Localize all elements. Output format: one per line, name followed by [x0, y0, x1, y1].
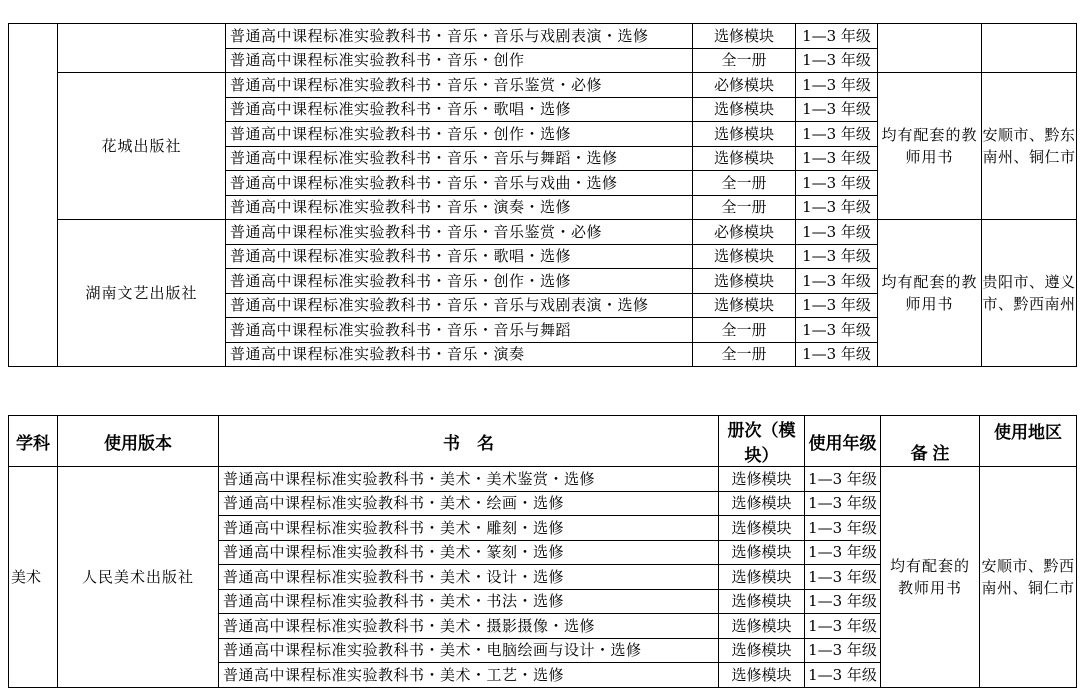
volume-cell: 选修模块 [719, 565, 805, 590]
volume-cell: 选修模块 [719, 467, 805, 492]
header-volume: 册次（模块） [719, 416, 805, 467]
grade-cell: 1—3 年级 [796, 171, 878, 196]
book-title: 普通高中课程标准实验教科书・音乐・音乐鉴赏・必修 [226, 220, 693, 245]
grade-cell: 1—3 年级 [796, 220, 878, 245]
volume-cell: 全一册 [693, 48, 796, 73]
book-title: 普通高中课程标准实验教科书・音乐・音乐与戏剧表演・选修 [226, 293, 693, 318]
volume-cell: 选修模块 [693, 24, 796, 49]
grade-cell: 1—3 年级 [796, 24, 878, 49]
subject-cell: 美术 [9, 467, 58, 688]
book-title: 普通高中课程标准实验教科书・音乐・音乐鉴赏・必修 [226, 73, 693, 98]
grade-cell: 1—3 年级 [805, 467, 881, 492]
table-row [9, 467, 1077, 492]
book-title: 普通高中课程标准实验教科书・美术・篆刻・选修 [219, 540, 719, 565]
volume-cell: 选修模块 [693, 293, 796, 318]
volume-cell: 选修模块 [719, 589, 805, 614]
volume-cell: 必修模块 [693, 220, 796, 245]
table-row [9, 220, 1077, 245]
grade-cell: 1—3 年级 [805, 491, 881, 516]
grade-cell: 1—3 年级 [796, 146, 878, 171]
header-subject: 学科 [9, 416, 58, 467]
volume-cell: 全一册 [693, 195, 796, 220]
table-row [9, 73, 1077, 98]
book-title: 普通高中课程标准实验教科书・美术・工艺・选修 [219, 663, 719, 688]
volume-cell: 选修模块 [719, 540, 805, 565]
book-title: 普通高中课程标准实验教科书・美术・书法・选修 [219, 589, 719, 614]
publisher-cell: 人民美术出版社 [58, 467, 219, 688]
book-title: 普通高中课程标准实验教科书・美术・绘画・选修 [219, 491, 719, 516]
header-title: 书 名 [219, 416, 719, 467]
header-grade: 使用年级 [805, 416, 881, 467]
book-title: 普通高中课程标准实验教科书・音乐・音乐与舞蹈・选修 [226, 146, 693, 171]
grade-cell: 1—3 年级 [805, 663, 881, 688]
volume-cell: 选修模块 [693, 269, 796, 294]
volume-cell: 选修模块 [719, 614, 805, 639]
book-title: 普通高中课程标准实验教科书・美术・电脑绘画与设计・选修 [219, 638, 719, 663]
grade-cell: 1—3 年级 [805, 589, 881, 614]
music-textbook-table [8, 23, 1077, 367]
area-cell: 安顺市、黔西南州、铜仁市 [980, 467, 1077, 688]
volume-cell: 选修模块 [693, 244, 796, 269]
volume-cell: 选修模块 [693, 146, 796, 171]
header-row [9, 416, 1077, 467]
grade-cell: 1—3 年级 [796, 244, 878, 269]
note-cell [878, 24, 982, 73]
area-cell: 贵阳市、遵义市、黔西南州 [982, 220, 1077, 367]
volume-cell: 选修模块 [719, 638, 805, 663]
area-cell: 安顺市、黔东南州、铜仁市 [982, 73, 1077, 220]
grade-cell: 1—3 年级 [796, 342, 878, 367]
grade-cell: 1—3 年级 [796, 293, 878, 318]
note-cell: 均有配套的教师用书 [881, 467, 980, 688]
subject-cell [9, 24, 58, 367]
area-cell [982, 24, 1077, 73]
grade-cell: 1—3 年级 [805, 638, 881, 663]
book-title: 普通高中课程标准实验教科书・音乐・音乐与舞蹈 [226, 318, 693, 343]
grade-cell: 1—3 年级 [796, 122, 878, 147]
header-area: 使用地区 [980, 416, 1077, 467]
note-cell: 均有配套的教师用书 [878, 220, 982, 367]
grade-cell: 1—3 年级 [805, 614, 881, 639]
volume-cell: 全一册 [693, 318, 796, 343]
volume-cell: 选修模块 [693, 97, 796, 122]
grade-cell: 1—3 年级 [805, 565, 881, 590]
publisher-cell [58, 24, 226, 73]
header-note: 备 注 [881, 416, 980, 467]
grade-cell: 1—3 年级 [796, 73, 878, 98]
book-title: 普通高中课程标准实验教科书・音乐・演奏・选修 [226, 195, 693, 220]
volume-cell: 全一册 [693, 342, 796, 367]
book-title: 普通高中课程标准实验教科书・音乐・歌唱・选修 [226, 244, 693, 269]
book-title: 普通高中课程标准实验教科书・美术・美术鉴赏・选修 [219, 467, 719, 492]
volume-cell: 全一册 [693, 171, 796, 196]
grade-cell: 1—3 年级 [796, 318, 878, 343]
note-cell: 均有配套的教师用书 [878, 73, 982, 220]
volume-cell: 选修模块 [693, 122, 796, 147]
book-title: 普通高中课程标准实验教科书・美术・雕刻・选修 [219, 516, 719, 541]
volume-cell: 选修模块 [719, 663, 805, 688]
table-row [9, 24, 1077, 49]
grade-cell: 1—3 年级 [805, 540, 881, 565]
grade-cell: 1—3 年级 [796, 48, 878, 73]
publisher-cell: 花城出版社 [58, 73, 226, 220]
book-title: 普通高中课程标准实验教科书・音乐・音乐与戏剧表演・选修 [226, 24, 693, 49]
book-title: 普通高中课程标准实验教科书・音乐・歌唱・选修 [226, 97, 693, 122]
book-title: 普通高中课程标准实验教科书・美术・设计・选修 [219, 565, 719, 590]
volume-cell: 选修模块 [719, 516, 805, 541]
grade-cell: 1—3 年级 [796, 195, 878, 220]
book-title: 普通高中课程标准实验教科书・音乐・创作・选修 [226, 122, 693, 147]
book-title: 普通高中课程标准实验教科书・美术・摄影摄像・选修 [219, 614, 719, 639]
book-title: 普通高中课程标准实验教科书・音乐・创作・选修 [226, 269, 693, 294]
book-title: 普通高中课程标准实验教科书・音乐・演奏 [226, 342, 693, 367]
book-title: 普通高中课程标准实验教科书・音乐・创作 [226, 48, 693, 73]
volume-cell: 必修模块 [693, 73, 796, 98]
publisher-cell: 湖南文艺出版社 [58, 220, 226, 367]
book-title: 普通高中课程标准实验教科书・音乐・音乐与戏曲・选修 [226, 171, 693, 196]
grade-cell: 1—3 年级 [796, 97, 878, 122]
grade-cell: 1—3 年级 [796, 269, 878, 294]
volume-cell: 选修模块 [719, 491, 805, 516]
grade-cell: 1—3 年级 [805, 516, 881, 541]
art-textbook-table [8, 415, 1077, 688]
header-edition: 使用版本 [58, 416, 219, 467]
